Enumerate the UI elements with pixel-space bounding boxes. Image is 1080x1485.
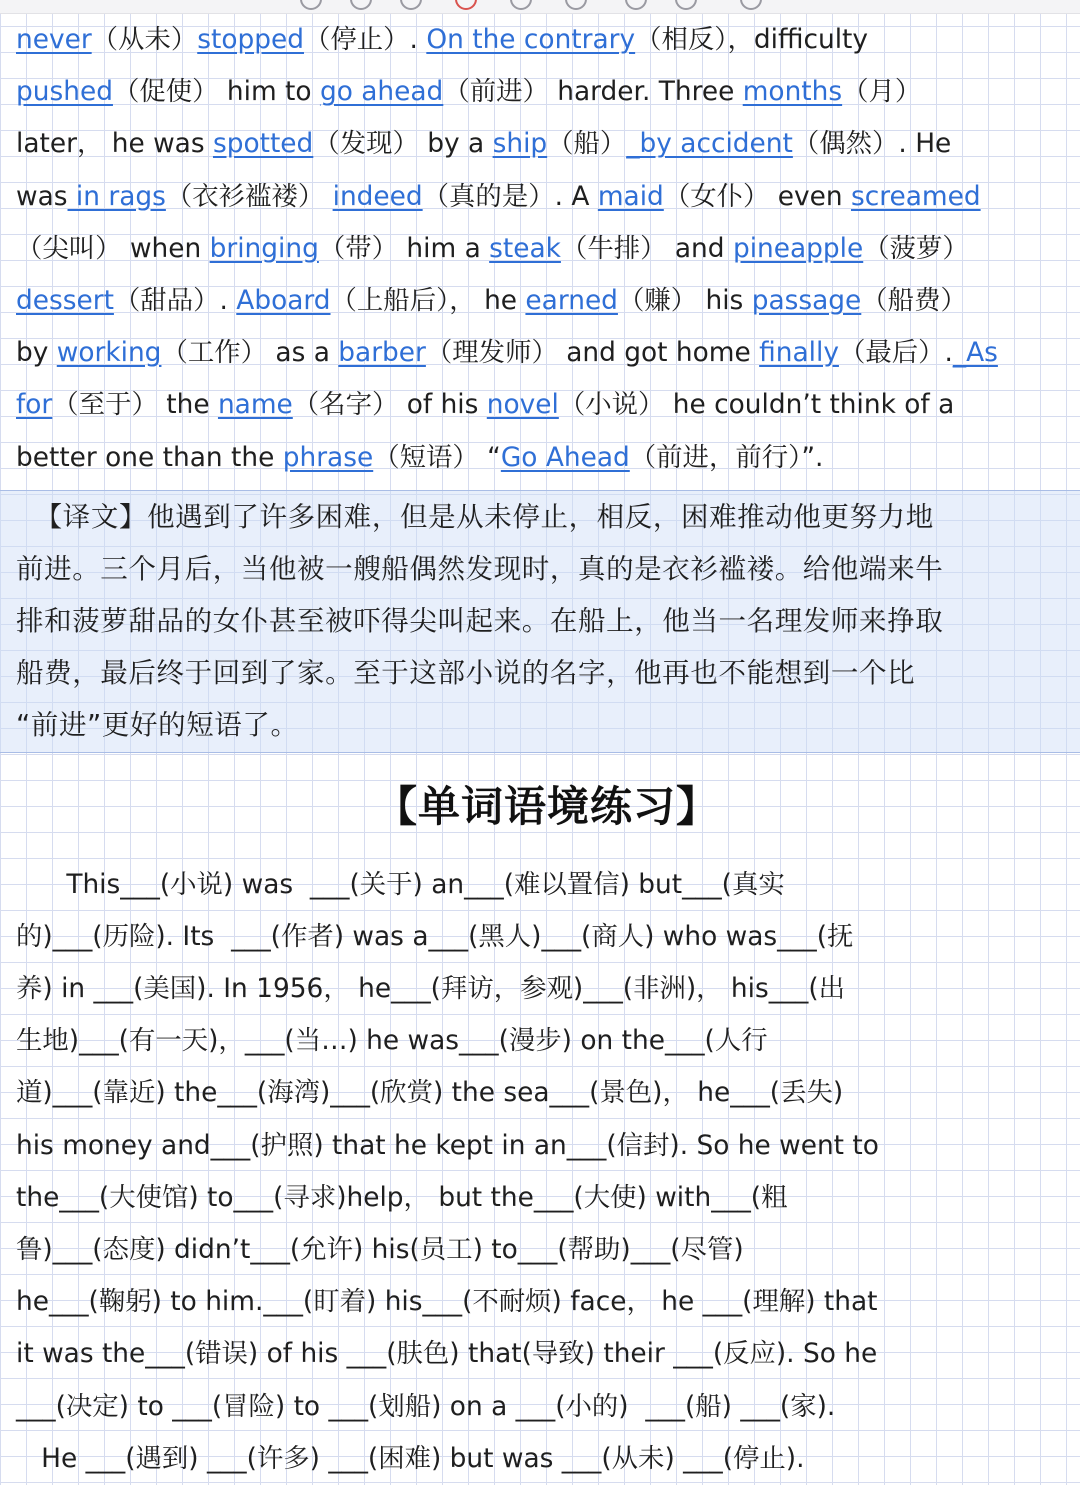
keyword: never: [16, 24, 92, 55]
passage-text: （小说） he couldn’t think of a: [558, 389, 955, 421]
exercise-line: 生地)___(有一天)，___(当…) he was___(漫步) on the___(人行: [16, 1025, 768, 1057]
keyword: _by accident: [626, 128, 793, 160]
translation-line: “前进”更好的短语了。: [16, 709, 299, 742]
keyword: months: [742, 76, 843, 108]
exercise-line: 的)___(历险). Its ___(作者) was a___(黑人)___(商人) who was___(抚: [16, 920, 854, 952]
passage-text: later， he was: [16, 128, 213, 160]
keyword: _As: [952, 337, 998, 369]
keyword: phrase: [282, 441, 374, 473]
exercise-line: the___(大使馆) to___(寻求)help， but the___(大使) with___(粗: [16, 1181, 788, 1213]
passage-text: （衣衫褴褛）: [165, 180, 333, 212]
lasso-tool-icon[interactable]: [565, 0, 587, 10]
keyword: novel: [486, 389, 559, 421]
passage-text: （牛排） and: [560, 232, 733, 264]
keyword: maid: [597, 180, 664, 212]
translation-line: 排和菠萝甜品的女仆甚至被吓得尖叫起来。在船上，他当一名理发师来挣取: [16, 605, 944, 638]
translation-line: 【译文】他遇到了许多困难，但是从未停止，相反，困难推动他更努力地: [16, 500, 934, 533]
passage-text: （真的是）. A: [422, 180, 598, 212]
exercise-line: 道)___(靠近) the___(海湾)___(欣赏) the sea___(景色)， he___(丢失): [16, 1077, 844, 1109]
passage-text: （带） him a: [318, 232, 490, 264]
passage-text: （最后）.: [838, 337, 953, 369]
exercise-title: 【单词语境练习】: [374, 781, 719, 831]
exercise-line: his money and___(护照) that he kept in an___(信封). So he went to: [16, 1129, 879, 1161]
exercise-line: This___(小说) was ___(关于) an___(难以置信) but___(真实: [16, 868, 785, 900]
passage-text: （相反），difficulty: [635, 24, 869, 55]
passage-text: （甜品）.: [113, 284, 237, 316]
keyword: earned: [525, 284, 618, 316]
passage-text: （上船后）， he: [330, 284, 526, 316]
keyword: spotted: [212, 128, 314, 160]
keyword: finally: [759, 337, 839, 369]
keyword: dessert: [16, 284, 114, 316]
passage-text: by: [16, 337, 57, 369]
text-tool-icon[interactable]: [740, 0, 762, 10]
brush-tool-icon[interactable]: [400, 0, 422, 10]
passage-line: [16, 275, 1078, 327]
passage-text: better one than the: [16, 441, 283, 473]
passage-line: [16, 14, 1078, 66]
passage-paragraph: [16, 14, 1078, 484]
passage-text: （理发师） and got home: [425, 337, 760, 369]
keyword: Go Ahead: [500, 441, 630, 473]
keyword: On the contrary: [426, 24, 636, 55]
passage-line: [16, 223, 1078, 275]
exercise-line: it was the___(错误) of his ___(肤色) that(导致) their ___(反应). So he: [16, 1338, 878, 1370]
pen-tool-icon[interactable]: [300, 0, 322, 10]
passage-text: （船）: [547, 128, 627, 160]
translation-block: [0, 490, 1080, 753]
keyword: pineapple: [732, 232, 864, 264]
keyword: for: [16, 389, 53, 421]
passage-text: （促使） him to: [112, 76, 320, 108]
keyword: barber: [338, 337, 426, 369]
passage-text: （赚） his: [617, 284, 752, 316]
passage-text: was: [16, 180, 68, 212]
highlighter-tool-icon[interactable]: [510, 0, 532, 10]
translation-line: 前进。三个月后，当他被一艘船偶然发现时，真的是衣衫褴褛。给他端来牛: [16, 552, 944, 585]
keyword: name: [217, 389, 293, 421]
keyword: bringing: [209, 232, 319, 264]
passage-text: （月）: [842, 76, 922, 108]
keyword: pushed: [16, 76, 113, 108]
passage-text: （至于） the: [52, 389, 218, 421]
passage-text: （名字） of his: [292, 389, 487, 421]
passage-line: [16, 118, 1078, 170]
passage-text: （船费）: [861, 284, 967, 316]
exercise-line: 养) in ___(美国). In 1956， he___(拜访，参观)___(非洲)， his___(出: [16, 973, 846, 1004]
note-page: [16, 14, 1078, 1485]
passage-text: （发现） by a: [313, 128, 493, 160]
passage-text: （偶然）. He: [792, 128, 952, 160]
exercise-paragraph: [16, 859, 1078, 1485]
passage-text: （从未）: [91, 24, 198, 55]
passage-text: （停止）.: [303, 24, 427, 55]
keyword: in rags: [67, 180, 166, 212]
passage-line: [16, 432, 1078, 484]
keyword: stopped: [197, 24, 304, 55]
passage-line: [16, 171, 1078, 223]
keyword: indeed: [332, 180, 423, 212]
passage-text: （前进，前行）”.: [629, 441, 824, 473]
keyword: screamed: [850, 180, 981, 212]
keyword: Aboard: [236, 284, 331, 316]
keyword: go ahead: [319, 76, 444, 108]
passage-text: （前进） harder. Three: [443, 76, 743, 108]
passage-text: （菠萝）: [863, 232, 969, 264]
exercise-line: 鲁)___(态度) didn’t___(允许) his(员工) to___(帮助)___(尽管): [16, 1233, 744, 1265]
exercise-line: he___(鞠躬) to him.___(盯着) his___(不耐烦) face， he ___(理解) that: [16, 1286, 878, 1318]
keyword: ship: [492, 128, 548, 160]
exercise-line: He ___(遇到) ___(许多) ___(困难) but was ___(从未) ___(停止).: [16, 1442, 805, 1474]
passage-line: [16, 66, 1078, 118]
marker-tool-icon[interactable]: [455, 0, 477, 10]
keyword: working: [56, 337, 162, 369]
app-toolbar: [0, 0, 1080, 14]
translation-line: 船费，最后终于回到了家。至于这部小说的名字，他再也不能想到一个比: [16, 657, 916, 690]
pencil-tool-icon[interactable]: [350, 0, 372, 10]
keyword: passage: [751, 284, 862, 316]
image-tool-icon[interactable]: [675, 0, 697, 10]
passage-text: （尖叫） when: [16, 232, 210, 264]
keyword: steak: [489, 232, 561, 264]
passage-text: （女仆） even: [663, 180, 851, 212]
shapes-tool-icon[interactable]: [625, 0, 647, 10]
passage-line: [16, 379, 1078, 431]
exercise-line: ___(决定) to ___(冒险) to ___(划船) on a ___(小的) ___(船) ___(家).: [16, 1390, 836, 1422]
passage-text: （短语） “: [373, 441, 501, 473]
passage-line: [16, 327, 1078, 379]
passage-text: （工作） as a: [161, 337, 339, 369]
